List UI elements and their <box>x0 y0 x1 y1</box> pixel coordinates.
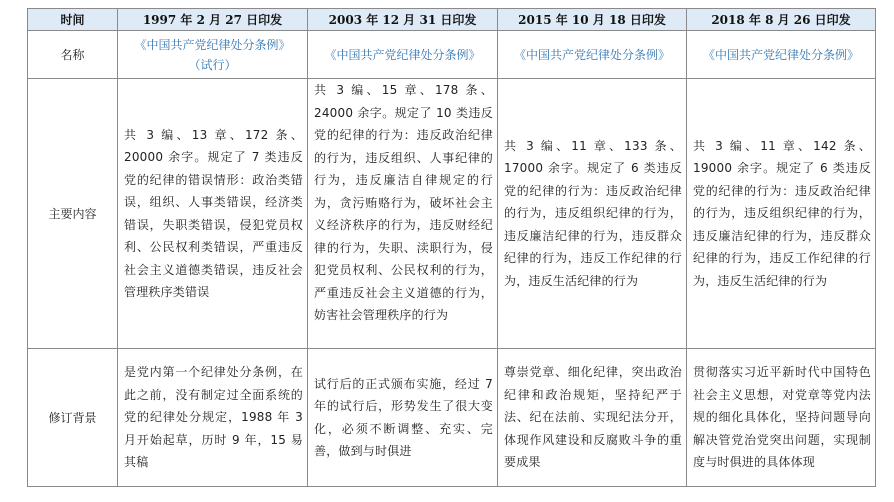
background-cell-2003: 试行后的正式颁布实施，经过 7 年的试行后，形势发生了很大变化，必须不断调整、充实、完善，做到与时俱进 <box>308 349 498 487</box>
content-cell-1997: 共 3 编、13 章、172 条、20000 余字。规定了 7 类违反党的纪律的错误情形：政治类错误，组织、人事类错误，经济类错误，失职类错误，侵犯党员权利、公民权利类错误，严重违反社会主义道德类错误，违反社会管理秩序类错误 <box>118 79 308 349</box>
background-row <box>28 349 876 487</box>
header-version-1997: 1997 年 2 月 27 日印发 <box>118 9 308 31</box>
name-cell-2018: 《中国共产党纪律处分条例》 <box>687 31 876 79</box>
background-cell-1997: 是党内第一个纪律处分条例，在此之前，没有制定过全面系统的党的纪律处分规定，1988 年 3 月开始起草，历时 9 年，15 易其稿 <box>118 349 308 487</box>
background-cell-2015: 尊崇党章、细化纪律，突出政治纪律和政治规矩，坚持纪严于法、纪在法前、实现纪法分开，体现作风建设和反腐败斗争的重要成果 <box>498 349 687 487</box>
content-cell-2018: 共 3 编、11 章、142 条、19000 余字。规定了 6 类违反党的纪律的行为：违反政治纪律的行为，违反组织纪律的行为，违反廉洁纪律的行为，违反群众纪律的行为，违反工作纪律的行为，违反生活纪律的行为 <box>687 79 876 349</box>
row-label-background: 修订背景 <box>28 349 118 487</box>
comparison-table <box>27 8 876 487</box>
name-cell-2003: 《中国共产党纪律处分条例》 <box>308 31 498 79</box>
name-text-1997: 《中国共产党纪律处分条例》（试行） <box>134 37 291 72</box>
content-cell-2015: 共 3 编、11 章、133 条、17000 余字。规定了 6 类违反党的纪律的行为：违反政治纪律的行为，违反组织纪律的行为，违反廉洁纪律的行为，违反群众纪律的行为，违反工作纪律的行为，违反生活纪律的行为 <box>498 79 687 349</box>
header-version-2003: 2003 年 12 月 31 日印发 <box>308 9 498 31</box>
background-cell-2018: 贯彻落实习近平新时代中国特色社会主义思想，对党章等党内法规的细化具体化，坚持问题导向解决管党治党突出问题，实现制度与时俱进的具体体现 <box>687 349 876 487</box>
name-row <box>28 31 876 79</box>
content-row <box>28 79 876 349</box>
header-version-2018: 2018 年 8 月 26 日印发 <box>687 9 876 31</box>
row-label-content: 主要内容 <box>28 79 118 349</box>
name-cell-1997 <box>118 31 308 79</box>
name-cell-2015: 《中国共产党纪律处分条例》 <box>498 31 687 79</box>
content-cell-2003: 共 3 编、15 章、178 条、24000 余字。规定了 10 类违反党的纪律的行为：违反政治纪律的行为，违反组织、人事纪律的行为，违反廉洁自律规定的行为，贪污贿赂行为，破坏社会主义经济秩序的行为，违反财经纪律的行为，失职、渎职行为，侵犯党员权利、公民权利的行为，严重违反社会主义道德的行为，妨害社会管理秩序的行为 <box>308 79 498 349</box>
header-label: 时间 <box>28 9 118 31</box>
header-version-2015: 2015 年 10 月 18 日印发 <box>498 9 687 31</box>
row-label-name: 名称 <box>28 31 118 79</box>
header-row <box>28 9 876 31</box>
